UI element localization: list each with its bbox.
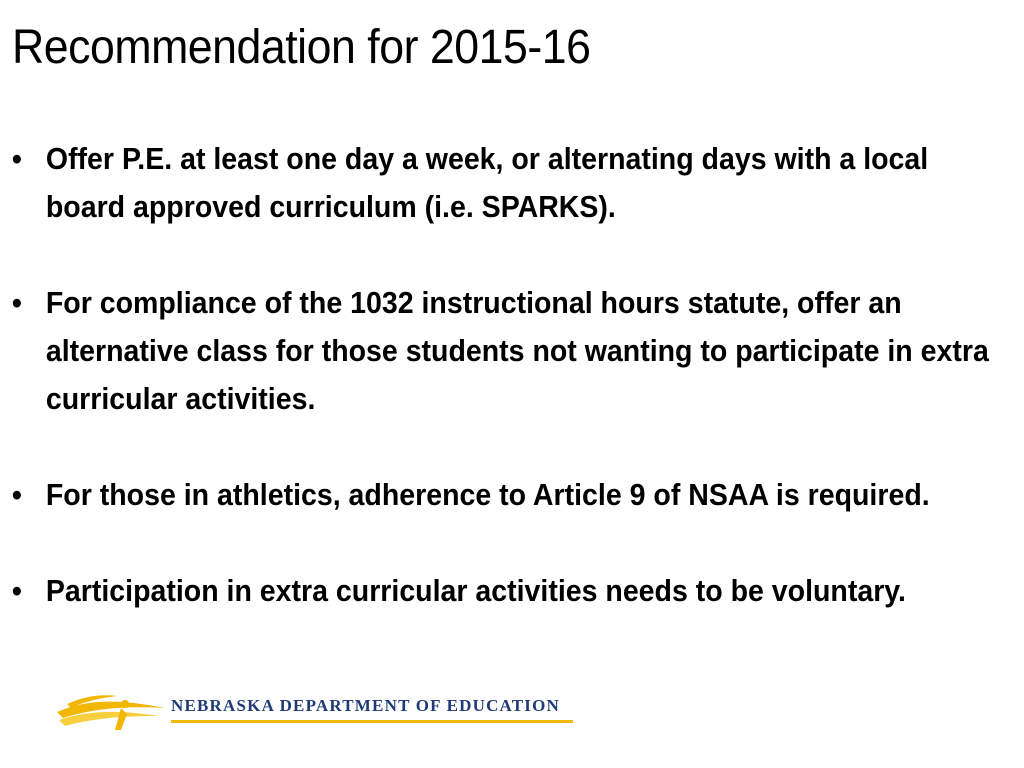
- bullet-marker: •: [11, 285, 22, 320]
- bullet-text: Offer P.E. at least one day a week, or alternating days with a local board approved curriculum (i.e. SPARKS).: [45, 141, 929, 224]
- bullet-text: For those in athletics, adherence to Article 9 of NSAA is required.: [45, 477, 930, 512]
- bullet-marker: •: [11, 573, 22, 608]
- bullet-item: [10, 135, 1003, 231]
- bullet-item: [10, 279, 1003, 423]
- slide-title: Recommendation for 2015-16: [12, 21, 591, 74]
- logo-underline: [171, 720, 573, 723]
- bullet-text: For compliance of the 1032 instructional hours statute, offer an alternative class for those students not wanting to participate in extra curricular activities.: [45, 285, 989, 416]
- bullet-list: [10, 135, 1010, 615]
- bullet-item: [10, 471, 1003, 519]
- bullet-marker: •: [11, 477, 22, 512]
- nde-logo: [55, 688, 585, 736]
- sunrise-swoosh-logo-icon: [55, 690, 167, 734]
- bullet-marker: •: [11, 141, 22, 176]
- bullet-item: [10, 567, 1003, 615]
- logo-text: NEBRASKA DEPARTMENT OF EDUCATION: [171, 696, 561, 715]
- bullet-text: Participation in extra curricular activities needs to be voluntary.: [45, 573, 906, 608]
